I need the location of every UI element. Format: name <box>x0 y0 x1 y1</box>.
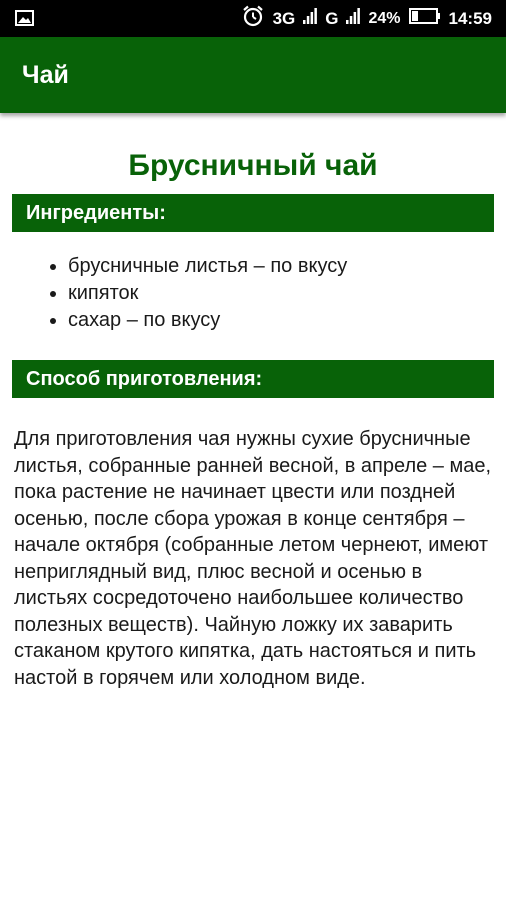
app-title: Чай <box>22 61 69 89</box>
alarm-icon <box>241 4 265 33</box>
battery-percent: 24% <box>368 9 401 27</box>
ingredients-header: Ингредиенты: <box>12 194 494 232</box>
clock: 14:59 <box>448 8 492 28</box>
app-bar <box>0 37 506 113</box>
status-bar <box>0 0 506 37</box>
status-indicators <box>241 0 492 37</box>
list-item: • сахар – по вкусу <box>68 307 488 334</box>
signal-icon <box>303 8 317 29</box>
network-type-label: 3G <box>272 8 296 28</box>
signal-icon-2 <box>346 8 360 29</box>
ingredients-list <box>0 253 488 334</box>
image-icon <box>14 8 36 28</box>
list-item: • брусничные листья – по вкусу <box>68 253 488 280</box>
battery-icon <box>409 8 441 29</box>
list-item: • кипяток <box>68 280 488 307</box>
page-title: Брусничный чай <box>128 149 378 183</box>
network-type-label-2: G <box>325 8 339 28</box>
method-text: Для приготовления чая нужны сухие брусничные листья, собранные ранней весной, в апреле – мае, пока растение не начинает цвести или поздней осенью, после сбора урожая в конце сентября – начале октября (собранные летом чернеют, имеют неприглядный вид, плюс весной и осенью в листьях сосредоточено наибольшее количество полезных веществ). Чайную ложку их заварить стаканом крутого кипятка, дать настояться и пить настой в горячем или холодном виде. <box>14 428 492 689</box>
method-header: Способ приготовления: <box>12 360 494 398</box>
